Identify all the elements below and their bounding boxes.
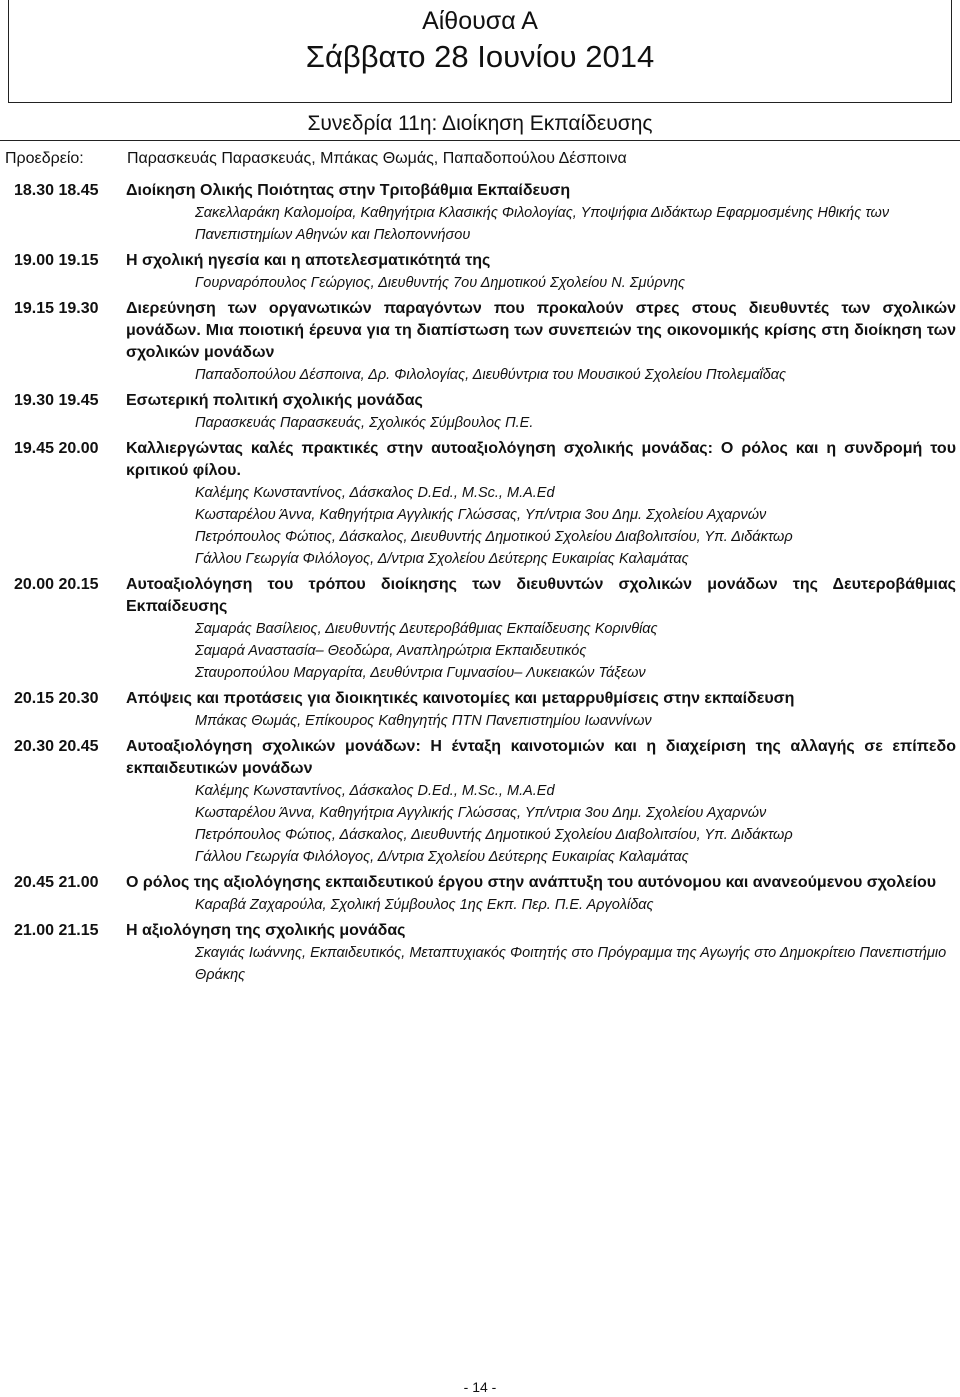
page-number: - 14 - (463, 1379, 497, 1395)
talk-authors (195, 942, 956, 986)
talk-title: Διοίκηση Ολικής Ποιότητας στην Τριτοβάθμια Εκπαίδευση (126, 182, 571, 199)
talk-title: Εσωτερική πολιτική σχολικής μονάδας (126, 392, 423, 409)
talk-item (14, 920, 956, 986)
author-line: Κωσταρέλου Άννα, Καθηγήτρια Αγγλικής Γλώσσας, Υπ/ντρια 3ου Δημ. Σχολείου Αχαρνών (195, 805, 767, 821)
author-line: Παπαδοπούλου Δέσποινα, Δρ. Φιλολογίας, Διευθύντρια του Μουσικού Σχολείου Πτολεμαΐδας (195, 367, 787, 383)
author-line: Σταυροπούλου Μαργαρίτα, Δευθύντρια Γυμνασίου– Λυκειακών Τάξεων (195, 665, 646, 681)
talk-title: Η σχολική ηγεσία και η αποτελεσματικότητά της (126, 252, 491, 269)
talk-time: 20.15 20.30 (14, 690, 99, 707)
talk-title: Ο ρόλος της αξιολόγησης εκπαιδευτικού έργου στην ανάπτυξη του αυτόνομου και ανανεούμενου σχολείου (126, 874, 937, 891)
author-line: Σαμαρά Αναστασία– Θεοδώρα, Αναπληρώτρια Εκπαιδευτικός (195, 643, 587, 659)
author-line: Σαμαράς Βασίλειος, Διευθυντής Δευτεροβάθμιας Εκπαίδευσης Κορινθίας (195, 621, 658, 637)
talk-item (14, 438, 956, 570)
talk-time: 19.15 19.30 (14, 300, 99, 317)
talk-authors (195, 412, 956, 434)
talk-time: 19.00 19.15 (14, 252, 99, 269)
talk-time: 20.00 20.15 (14, 576, 99, 593)
talk-authors (195, 202, 956, 246)
hall-name: Αίθουσα Α (422, 7, 538, 35)
session-date: Σάββατο 28 Ιουνίου 2014 (305, 39, 655, 74)
talk-authors (195, 618, 956, 684)
talk-authors (195, 780, 956, 868)
author-line: Γάλλου Γεωργία Φιλόλογος, Δ/ντρια Σχολείου Δεύτερης Ευκαιρίας Καλαμάτας (195, 551, 689, 567)
talk-list (14, 180, 956, 990)
talk-time: 20.30 20.45 (14, 738, 99, 755)
session-title: Συνεδρία 11η: Διοίκηση Εκπαίδευσης (0, 110, 960, 141)
talk-authors (195, 272, 956, 294)
talk-authors (195, 894, 956, 916)
talk-authors (195, 364, 956, 386)
author-line: Πετρόπουλος Φώτιος, Δάσκαλος, Διευθυντής Δημοτικού Σχολείου Διαβολιτσίου, Υπ. Διδάκτωρ (195, 827, 793, 843)
talk-time: 21.00 21.15 (14, 922, 99, 939)
talk-item (14, 298, 956, 386)
talk-title: Απόψεις και προτάσεις για διοικητικές καινοτομίες και μεταρρυθμίσεις στην εκπαίδευση (126, 690, 795, 707)
talk-title: Καλλιεργώντας καλές πρακτικές στην αυτοαξιολόγηση σχολικής μονάδας: Ο ρόλος και η συνδρομή του κριτικού φίλου. (126, 440, 956, 479)
author-line: Σκαγιάς Ιωάννης, Εκπαιδευτικός, Μεταπτυχιακός Φοιτητής στο Πρόγραμμα της Αγωγής στο Δημοκρίτειο Πανεπιστήμιο Θράκης (195, 945, 947, 983)
talk-authors (195, 482, 956, 570)
talk-item (14, 250, 956, 294)
author-line: Μπάκας Θωμάς, Επίκουρος Καθηγητής ΠΤΝ Πανεπιστημίου Ιωαννίνων (195, 713, 652, 729)
author-line: Πετρόπουλος Φώτιος, Δάσκαλος, Διευθυντής Δημοτικού Σχολείου Διαβολιτσίου, Υπ. Διδάκτωρ (195, 529, 793, 545)
talk-item (14, 688, 956, 732)
talk-item (14, 390, 956, 434)
author-line: Παρασκευάς Παρασκευάς, Σχολικός Σύμβουλος Π.Ε. (195, 415, 534, 431)
talk-title: Διερεύνηση των οργανωτικών παραγόντων που προκαλούν στρες στους διευθυντές των σχολικών μονάδων. Μια ποιοτική έρευνα για τη διαπίστωση των συνεπειών της οικονομικής κρίσης στη διοίκηση των σχολικών μονάδων (126, 300, 956, 361)
author-line: Γάλλου Γεωργία Φιλόλογος, Δ/ντρια Σχολείου Δεύτερης Ευκαιρίας Καλαμάτας (195, 849, 689, 865)
talk-item (14, 872, 956, 916)
talk-title: Η αξιολόγηση της σχολικής μονάδας (126, 922, 406, 939)
talk-time: 18.30 18.45 (14, 182, 99, 199)
talk-time: 19.45 20.00 (14, 440, 99, 457)
talk-authors (195, 710, 956, 732)
author-line: Σακελλαράκη Καλομοίρα, Καθηγήτρια Κλασικής Φιλολογίας, Υποψήφια Διδάκτωρ Εφαρμοσμένης Ηθικής των Πανεπιστημίων Αθηνών και Πελοποννήσου (195, 205, 890, 243)
author-line: Καλέμης Κωνσταντίνος, Δάσκαλος D.Ed., M.Sc., M.A.Ed (195, 783, 555, 799)
author-line: Γουρναρόπουλος Γεώργιος, Διευθυντής 7ου Δημοτικού Σχολείου Ν. Σμύρνης (195, 275, 686, 291)
talk-title: Αυτοαξιολόγηση του τρόπου διοίκησης των διευθυντών σχολικών μονάδων της Δευτεροβάθμιας Εκπαίδευσης (126, 576, 956, 615)
header-box (8, 0, 952, 103)
chair-names: Παρασκευάς Παρασκευάς, Μπάκας Θωμάς, Παπαδοπούλου Δέσποινα (127, 150, 627, 167)
author-line: Καραβά Ζαχαρούλα, Σχολική Σύμβουλος 1ης Εκπ. Περ. Π.Ε. Αργολίδας (195, 897, 654, 913)
talk-item (14, 736, 956, 868)
author-line: Καλέμης Κωνσταντίνος, Δάσκαλος D.Ed., M.Sc., M.A.Ed (195, 485, 555, 501)
talk-title: Αυτοαξιολόγηση σχολικών μονάδων: Η ένταξη καινοτομιών και η διαχείριση της αλλαγής σε επίπεδο εκπαιδευτικών μονάδων (126, 738, 956, 777)
talk-item (14, 180, 956, 246)
talk-time: 19.30 19.45 (14, 392, 99, 409)
talk-item (14, 574, 956, 684)
chair-label: Προεδρείο: (5, 150, 84, 167)
author-line: Κωσταρέλου Άννα, Καθηγήτρια Αγγλικής Γλώσσας, Υπ/ντρια 3ου Δημ. Σχολείου Αχαρνών (195, 507, 767, 523)
talk-time: 20.45 21.00 (14, 874, 99, 891)
